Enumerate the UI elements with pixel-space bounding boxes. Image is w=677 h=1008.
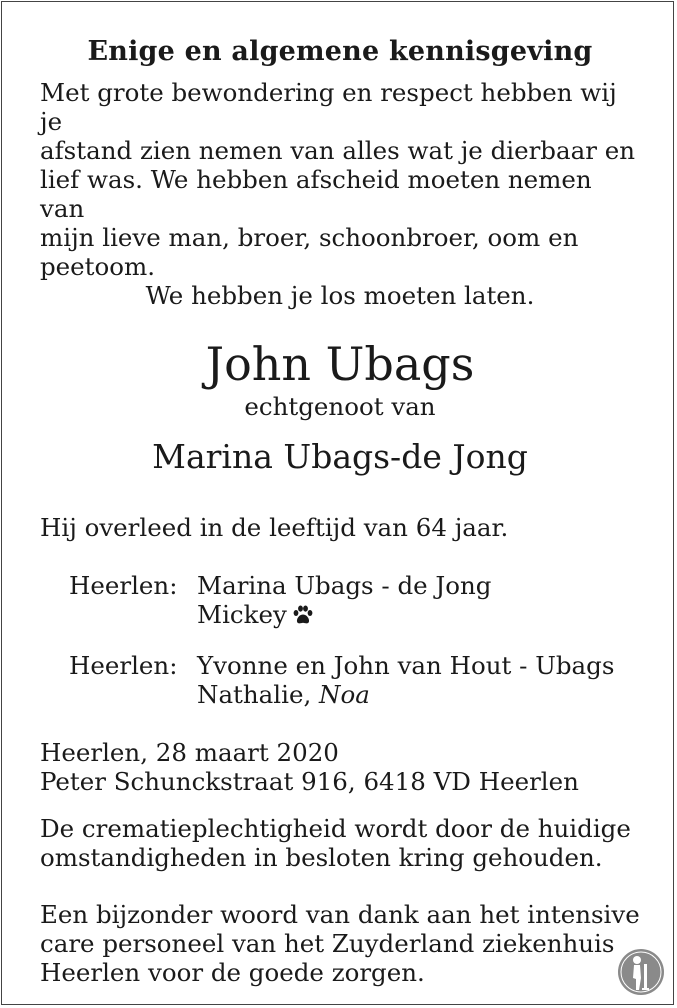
spouse-name: Marina Ubags-de Jong xyxy=(152,437,528,476)
paw-icon xyxy=(292,602,314,631)
intro-line: mijn lieve man, broer, schoonbroer, oom en xyxy=(40,223,579,252)
family-list xyxy=(40,571,640,709)
family-group xyxy=(69,571,640,631)
address-line: Peter Schunckstraat 916, 6418 VD Heerlen xyxy=(40,767,579,796)
intro-line: Met grote bewondering en respect hebben wij je xyxy=(40,78,617,136)
intro-line: peetoom. xyxy=(40,252,156,281)
intro-paragraph xyxy=(40,78,640,281)
ceremony-line: omstandigheden in besloten kring gehouden. xyxy=(40,843,603,872)
family-member-line: Yvonne en John van Hout - Ubags xyxy=(197,651,615,680)
family-member-line: Marina Ubags - de Jong xyxy=(197,571,492,600)
family-place: Heerlen: xyxy=(69,571,178,600)
family-members xyxy=(197,651,640,709)
grandchild-name-italic: Noa xyxy=(319,680,370,709)
date-line: Heerlen, 28 maart 2020 xyxy=(40,738,339,767)
family-place: Heerlen: xyxy=(69,651,178,680)
age-line: Hij overleed in de leeftijd van 64 jaar. xyxy=(40,513,509,542)
thanks-line: Een bijzonder woord van dank aan het intensive xyxy=(40,900,640,929)
ceremony-paragraph xyxy=(40,814,640,872)
family-member-line-pet xyxy=(197,600,640,631)
family-members xyxy=(197,571,640,631)
notice-content xyxy=(40,34,640,987)
spouse-label: echtgenoot van xyxy=(244,392,436,421)
farewell-line: We hebben je los moeten laten. xyxy=(145,281,535,310)
candle-logo-icon xyxy=(617,948,665,996)
family-member-line-grandchildren xyxy=(197,680,640,709)
deceased-name: John Ubags xyxy=(205,337,475,391)
notice-heading: Enige en algemene kennisgeving xyxy=(87,36,593,67)
pet-name: Mickey xyxy=(197,600,287,629)
intro-line: afstand zien nemen van alles wat je dierbaar en xyxy=(40,136,635,165)
family-group xyxy=(69,651,640,709)
thanks-line: care personeel van het Zuyderland ziekenhuis xyxy=(40,929,615,958)
thanks-paragraph xyxy=(40,900,640,987)
ceremony-line: De crematieplechtigheid wordt door de huidige xyxy=(40,814,631,843)
grandchild-name: Nathalie, xyxy=(197,680,320,709)
intro-line: lief was. We hebben afscheid moeten nemen van xyxy=(40,165,592,223)
date-address-block xyxy=(40,738,640,796)
thanks-line: Heerlen voor de goede zorgen. xyxy=(40,958,425,987)
